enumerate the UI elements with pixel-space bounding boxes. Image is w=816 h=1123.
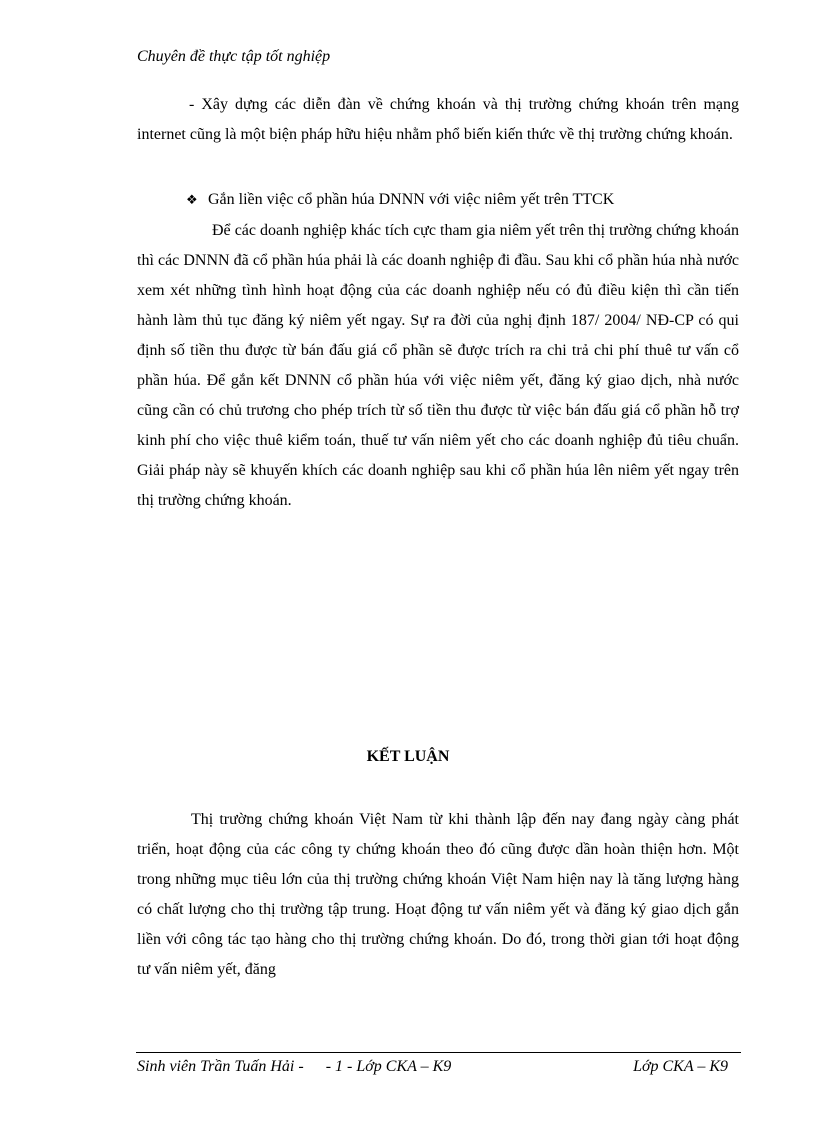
diamond-bullet-icon: ❖ bbox=[186, 193, 198, 208]
footer-page-number: - 1 - Lớp CKA – K9 bbox=[325, 1058, 452, 1075]
footer-class: Lớp CKA – K9 bbox=[633, 1058, 728, 1075]
bullet-heading bbox=[186, 185, 614, 216]
footer-divider bbox=[136, 1052, 741, 1053]
footer-left bbox=[137, 1058, 451, 1076]
conclusion-heading: KẾT LUẬN bbox=[366, 748, 450, 765]
header-title: Chuyên đề thực tập tốt nghiệp bbox=[137, 48, 331, 65]
paragraph-conclusion: Thị trường chứng khoán Việt Nam từ khi thành lập đến nay đang ngày càng phát triển, hoạt động của các công ty chứng khoán theo đó cũng được dần hoàn thiện hơn. Một trong những mục tiêu lớn của thị trường chứng khoán Việt Nam hiện nay là tăng lượng hàng có chất lượng cho thị trường tập trung. Hoạt động tư vấn niêm yết và đăng ký giao dịch gắn liền với công tác tạo hàng cho thị trường chứng khoán. Do đó, trong thời gian tới hoạt động tư vấn niêm yết, đăng bbox=[137, 811, 739, 978]
paragraph-forums: - Xây dựng các diễn đàn về chứng khoán và thị trường chứng khoán trên mạng internet cũng là một biện pháp hữu hiệu nhằm phổ biến kiến thức về thị trường chứng khoán. bbox=[137, 96, 739, 143]
paragraph-equitization: Để các doanh nghiệp khác tích cực tham gia niêm yết trên thị trường chứng khoán thì các DNNN đã cổ phần húa phải là các doanh nghiệp đi đầu. Sau khi cổ phần húa nhà nước xem xét những tình hình hoạt động của các doanh nghiệp nếu có đủ điều kiện thì cần tiến hành làm thủ tục đăng ký niêm yết ngay. Sự ra đời của nghị định 187/ 2004/ NĐ-CP có qui định số tiền thu được từ bán đấu giá cổ phần sẽ được trích ra chi trả chi phí thuê tư vấn cổ phần húa. Để gắn kết DNNN cổ phần húa với việc niêm yết, đăng ký giao dịch, nhà nước cũng cần có chủ trương cho phép trích từ số tiền thu được từ việc bán đấu giá cổ phần hỗ trợ kinh phí cho việc thuê kiểm toán, thuế tư vấn niêm yết cho các doanh nghiệp đủ tiêu chuẩn. Giải pháp này sẽ khuyến khích các doanh nghiệp sau khi cổ phần húa lên niêm yết ngay trên thị trường chứng khoán. bbox=[137, 222, 739, 509]
footer-student: Sinh viên Trần Tuấn Hải - bbox=[137, 1058, 304, 1075]
bullet-heading-text: Gắn liền việc cổ phần húa DNNN với việc niêm yết trên TTCK bbox=[208, 191, 615, 208]
